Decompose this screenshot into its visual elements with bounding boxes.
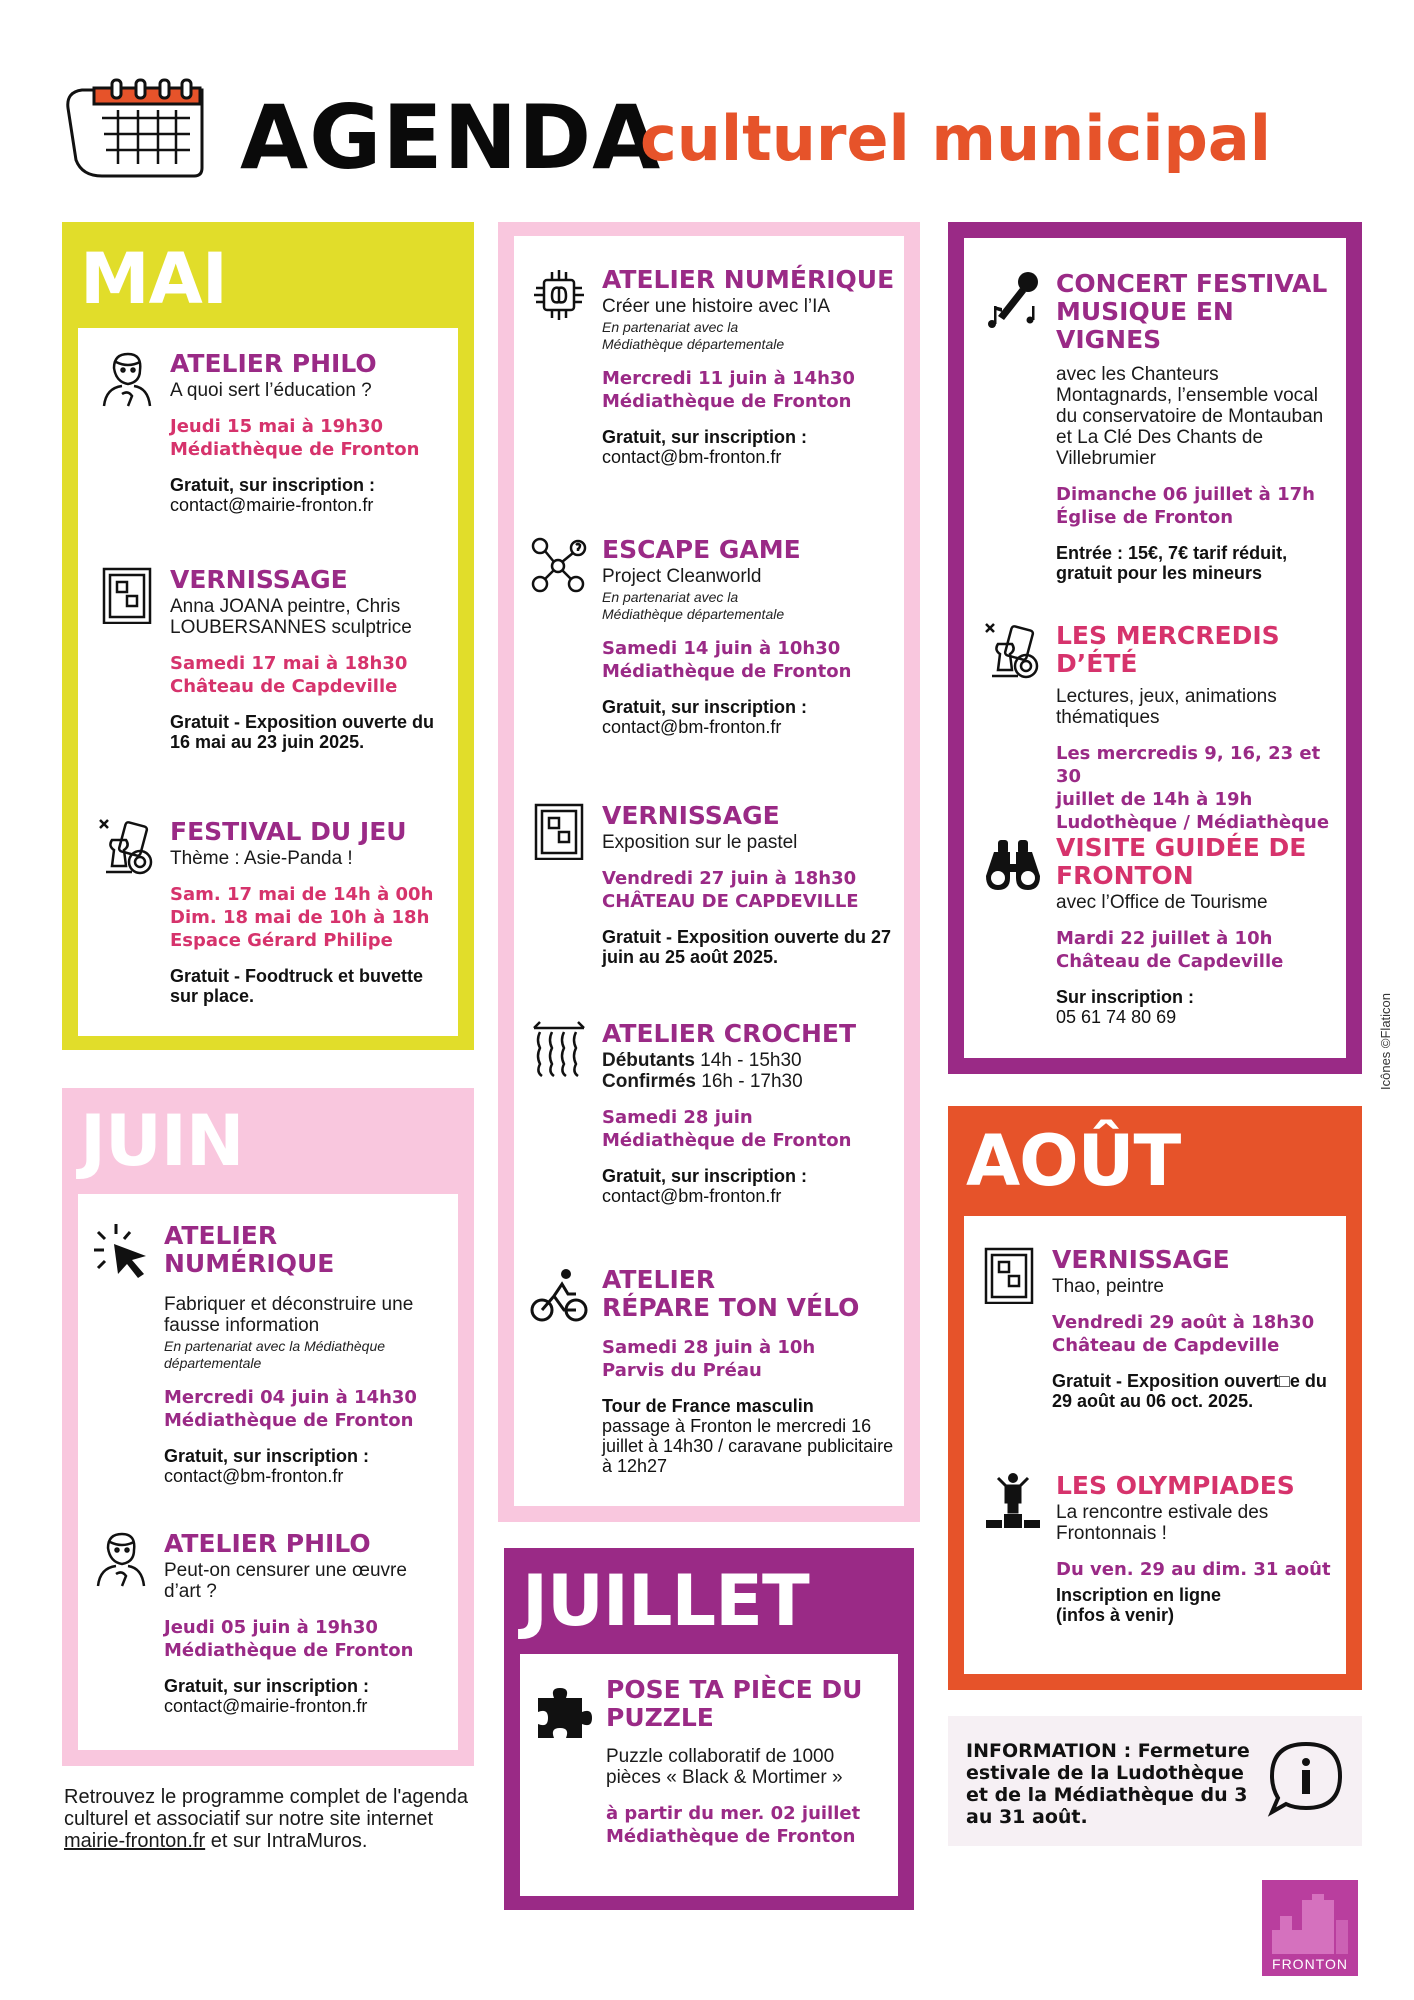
binoculars-icon bbox=[984, 834, 1042, 892]
event-info: Gratuit - Foodtruck et buvette sur place. bbox=[170, 966, 424, 1006]
header bbox=[62, 72, 1362, 189]
event-when: Samedi 17 mai à 18h30 Château de Capdeville bbox=[170, 653, 408, 697]
event-title: ATELIER PHILO bbox=[164, 1529, 371, 1558]
card-aout bbox=[964, 1216, 1346, 1674]
event-desc: Anna JOANA peintre, Chris LOUBERSANNES sculptrice bbox=[170, 596, 412, 638]
card-juin bbox=[78, 1194, 458, 1750]
event-when: Mercredi 11 juin à 14h30 Médiathèque de Fronton bbox=[602, 368, 855, 412]
board-game-icon bbox=[984, 622, 1042, 680]
event-schedule: Débutants 14h - 15h30 Confirmés 16h - 17h30 bbox=[602, 1050, 803, 1092]
information-box bbox=[948, 1716, 1362, 1846]
footer-text: Retrouvez le programme complet de l'agenda culturel et associatif sur notre site internet mairie-fronton.fr et sur IntraMuros. bbox=[64, 1786, 469, 1852]
event-when: Les mercredis 9, 16, 23 et 30 juillet de 14h à 19h Ludothèque / Médiathèque bbox=[1056, 743, 1330, 833]
event-when: Vendredi 27 juin à 18h30 CHÂTEAU DE CAPDEVILLE bbox=[602, 868, 859, 912]
card-juillet-right bbox=[964, 238, 1346, 1058]
event-info: Gratuit, sur inscription : contact@bm-fronton.fr bbox=[602, 1166, 808, 1206]
calendar-icon bbox=[62, 78, 212, 182]
event-desc: Fabriquer et déconstruire une fausse information bbox=[164, 1294, 414, 1336]
event-title: ATELIER RÉPARE TON VÉLO bbox=[602, 1265, 860, 1322]
month-title-mai: MAI bbox=[80, 238, 227, 320]
event-when: Jeudi 05 juin à 19h30 Médiathèque de Fronton bbox=[164, 1617, 414, 1661]
event-title: POSE TA PIÈCE DU PUZZLE bbox=[606, 1675, 863, 1732]
event-when: Vendredi 29 août à 18h30 Château de Capdeville bbox=[1052, 1312, 1315, 1356]
event-title: LES OLYMPIADES bbox=[1056, 1471, 1295, 1500]
event-info: Gratuit, sur inscription : contact@mairie-fronton.fr bbox=[164, 1676, 370, 1716]
event-info: Gratuit - Exposition ouverte du 16 mai au 23 juin 2025. bbox=[170, 712, 435, 752]
event-title: FESTIVAL DU JEU bbox=[170, 817, 407, 846]
event-info: Tour de France masculin passage à Fronton le mercredi 16 juillet à 14h30 / caravane publicitaire à 12h27 bbox=[602, 1396, 894, 1476]
event-info: Inscription en ligne (infos à venir) bbox=[1056, 1585, 1222, 1625]
event-desc: avec les Chanteurs Montagnards, l’ensemble vocal du conservatoire de Montauban et La Clé Des Chants de Villebrumier bbox=[1056, 364, 1324, 469]
event-title: CONCERT FESTIVAL MUSIQUE EN VIGNES bbox=[1056, 269, 1328, 354]
podium-icon bbox=[984, 1472, 1042, 1530]
event-title: VERNISSAGE bbox=[170, 565, 348, 594]
event-desc: Puzzle collaboratif de 1000 pièces « Black & Mortimer » bbox=[606, 1746, 843, 1788]
event-when: Mardi 22 juillet à 10h Château de Capdeville bbox=[1056, 928, 1284, 972]
info-bubble-icon bbox=[1266, 1738, 1346, 1818]
microphone-icon bbox=[984, 270, 1042, 328]
event-desc: avec l’Office de Tourisme bbox=[1056, 892, 1268, 913]
panel-juillet bbox=[504, 1548, 914, 1910]
card-juillet bbox=[520, 1654, 898, 1896]
event-title: ESCAPE GAME bbox=[602, 535, 801, 564]
panel-juillet-right bbox=[948, 222, 1362, 1074]
event-title: VERNISSAGE bbox=[602, 801, 780, 830]
page-title: AGENDA bbox=[240, 86, 662, 189]
event-when: Samedi 28 juin Médiathèque de Fronton bbox=[602, 1107, 852, 1151]
card-mai bbox=[78, 328, 458, 1036]
frame-icon bbox=[98, 566, 156, 624]
event-when: Samedi 28 juin à 10h Parvis du Préau bbox=[602, 1337, 816, 1381]
event-title: ATELIER PHILO bbox=[170, 349, 377, 378]
event-title: ATELIER CROCHET bbox=[602, 1019, 857, 1048]
event-title: ATELIER NUMÉRIQUE bbox=[602, 265, 895, 294]
event-info: Gratuit, sur inscription : contact@bm-fronton.fr bbox=[164, 1446, 370, 1486]
panel-juin-center bbox=[498, 222, 920, 1522]
philosopher-icon bbox=[92, 1530, 150, 1588]
frame-icon bbox=[980, 1246, 1038, 1304]
knitting-icon bbox=[530, 1020, 588, 1078]
event-desc: Créer une histoire avec l’IA bbox=[602, 296, 831, 317]
information-text: INFORMATION : Fermeture estivale de la Ludothèque et de la Médiathèque du 3 au 31 août. bbox=[966, 1740, 1250, 1828]
board-game-icon bbox=[98, 818, 156, 876]
event-info: Gratuit - Exposition ouvert□e du 29 août au 06 oct. 2025. bbox=[1052, 1371, 1327, 1411]
philosopher-icon bbox=[98, 350, 156, 408]
icon-credit: Icônes ©Flaticon bbox=[1378, 992, 1393, 1090]
event-title: VISITE GUIDÉE DE FRONTON bbox=[1056, 833, 1307, 890]
cyclist-icon bbox=[530, 1266, 588, 1324]
event-title: LES MERCREDIS D’ÉTÉ bbox=[1056, 621, 1280, 678]
event-info: Gratuit - Exposition ouverte du 27 juin au 25 août 2025. bbox=[602, 927, 892, 967]
ai-chip-icon bbox=[530, 266, 588, 324]
event-partner: En partenariat avec la Médiathèque départementale bbox=[602, 319, 785, 352]
event-title: ATELIER NUMÉRIQUE bbox=[164, 1221, 335, 1278]
website-link[interactable]: mairie-fronton.fr bbox=[64, 1830, 206, 1852]
event-desc: La rencontre estivale des Frontonnais ! bbox=[1056, 1502, 1269, 1544]
event-when: Samedi 14 juin à 10h30 Médiathèque de Fronton bbox=[602, 638, 852, 682]
panel-aout bbox=[948, 1106, 1362, 1690]
event-when: Mercredi 04 juin à 14h30 Médiathèque de Fronton bbox=[164, 1387, 417, 1431]
event-info: Sur inscription : 05 61 74 80 69 bbox=[1056, 987, 1195, 1027]
fronton-logo bbox=[1262, 1880, 1358, 1976]
event-when: Sam. 17 mai de 14h à 00h Dim. 18 mai de 10h à 18h Espace Gérard Philipe bbox=[170, 884, 434, 951]
frame-icon bbox=[530, 802, 588, 860]
event-info: Gratuit, sur inscription : contact@mairie-fronton.fr bbox=[170, 475, 376, 515]
month-title-juin: JUIN bbox=[80, 1100, 244, 1182]
event-when: Jeudi 15 mai à 19h30 Médiathèque de Fronton bbox=[170, 416, 420, 460]
cursor-click-icon bbox=[92, 1222, 150, 1280]
panel-mai bbox=[62, 222, 474, 1050]
card-juin-center bbox=[514, 236, 904, 1506]
event-partner: En partenariat avec la Médiathèque départementale bbox=[164, 1338, 386, 1371]
event-when: Du ven. 29 au dim. 31 août bbox=[1056, 1559, 1331, 1580]
event-desc: Project Cleanworld bbox=[602, 566, 762, 587]
event-desc: Thao, peintre bbox=[1052, 1276, 1164, 1297]
event-info: Gratuit, sur inscription : contact@bm-fronton.fr bbox=[602, 697, 808, 737]
event-when: à partir du mer. 02 juillet Médiathèque de Fronton bbox=[606, 1803, 861, 1847]
logo-text: FRONTON bbox=[1272, 1956, 1348, 1972]
month-title-juillet: JUILLET bbox=[522, 1560, 809, 1642]
event-desc: Peut-on censurer une œuvre d’art ? bbox=[164, 1560, 407, 1602]
event-desc: A quoi sert l’éducation ? bbox=[170, 380, 372, 401]
event-partner: En partenariat avec la Médiathèque départementale bbox=[602, 589, 785, 622]
event-desc: Lectures, jeux, animations thématiques bbox=[1056, 686, 1277, 728]
puzzle-icon bbox=[534, 1684, 592, 1742]
page-subtitle: culturel municipal bbox=[640, 102, 1271, 175]
event-info: Entrée : 15€, 7€ tarif réduit, gratuit pour les mineurs bbox=[1056, 543, 1288, 583]
escape-network-icon bbox=[530, 536, 588, 594]
event-title: VERNISSAGE bbox=[1052, 1245, 1230, 1274]
panel-juin bbox=[62, 1088, 474, 1766]
event-when: Dimanche 06 juillet à 17h Église de Fronton bbox=[1056, 484, 1315, 528]
event-info: Gratuit, sur inscription : contact@bm-fronton.fr bbox=[602, 427, 808, 467]
event-desc: Thème : Asie-Panda ! bbox=[170, 848, 353, 869]
event-desc: Exposition sur le pastel bbox=[602, 832, 798, 853]
month-title-aout: AOÛT bbox=[966, 1120, 1181, 1202]
